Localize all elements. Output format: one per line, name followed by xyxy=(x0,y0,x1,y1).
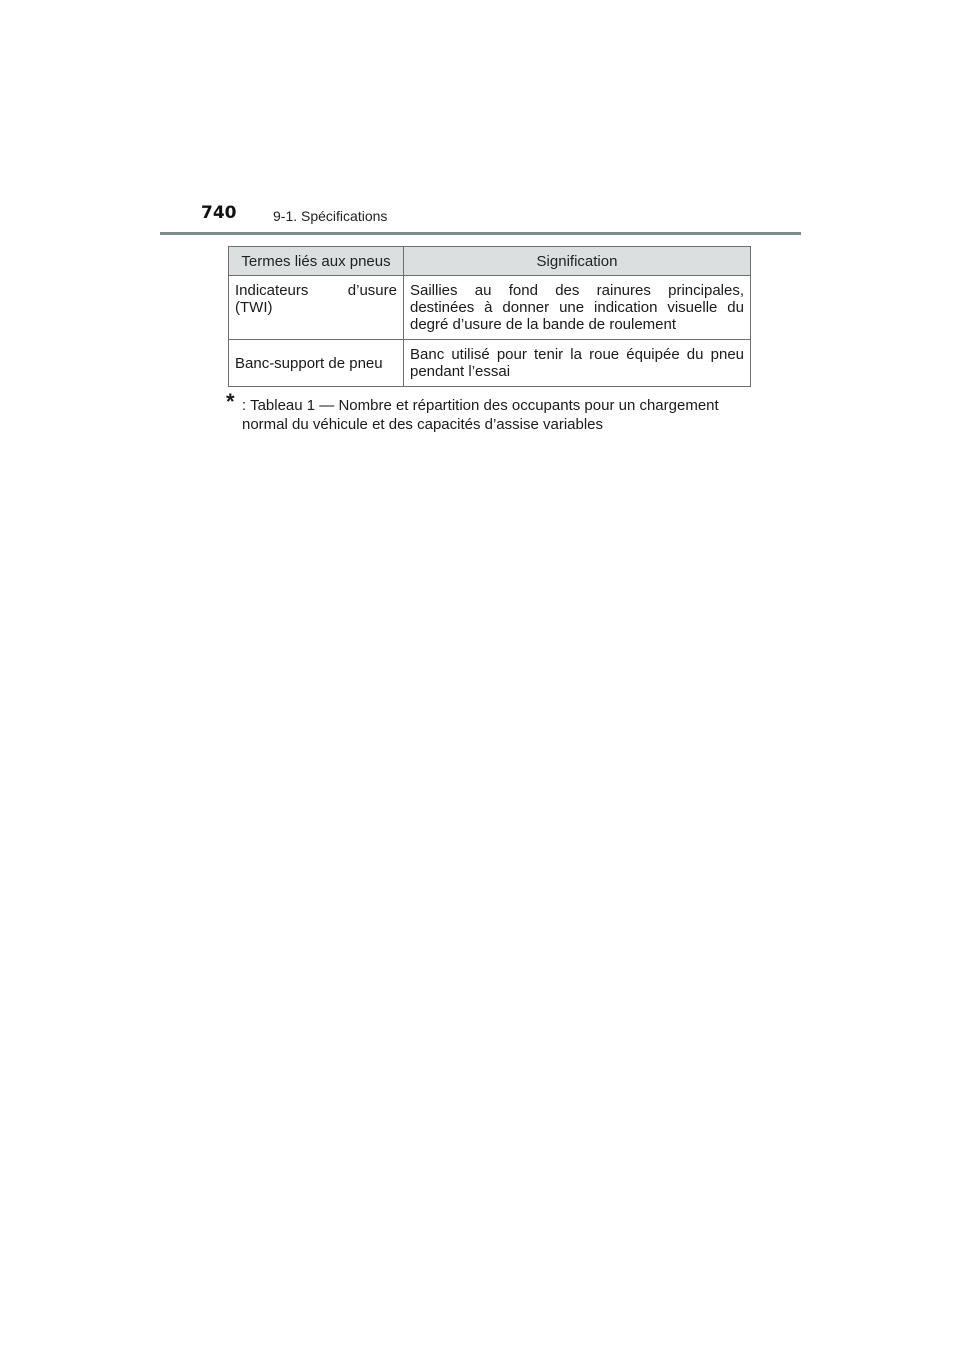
footnote xyxy=(226,389,752,434)
column-header-terms: Termes liés aux pneus xyxy=(229,247,404,276)
footnote-marker: * xyxy=(226,389,235,414)
tire-terms-table xyxy=(228,246,751,387)
column-header-meaning: Signification xyxy=(404,247,751,276)
footnote-text: : Tableau 1 — Nombre et répartition des occupants pour un chargement normal du véhicule et des capacités d’assise variables xyxy=(242,397,719,433)
header-rule xyxy=(160,232,801,235)
table-row xyxy=(229,276,751,340)
term-cell: Indicateurs d’usure (TWI) xyxy=(229,276,404,340)
term-cell: Banc-support de pneu xyxy=(229,340,404,387)
table-header-row xyxy=(229,247,751,276)
section-title: 9-1. Spécifications xyxy=(273,208,388,224)
page-number: 740 xyxy=(201,203,237,223)
meaning-cell: Banc utilisé pour tenir la roue équipée du pneu pendant l’essai xyxy=(404,340,751,387)
meaning-cell: Saillies au fond des rainures principales, destinées à donner une indication visuelle du degré d’usure de la bande de roulement xyxy=(404,276,751,340)
table-row xyxy=(229,340,751,387)
